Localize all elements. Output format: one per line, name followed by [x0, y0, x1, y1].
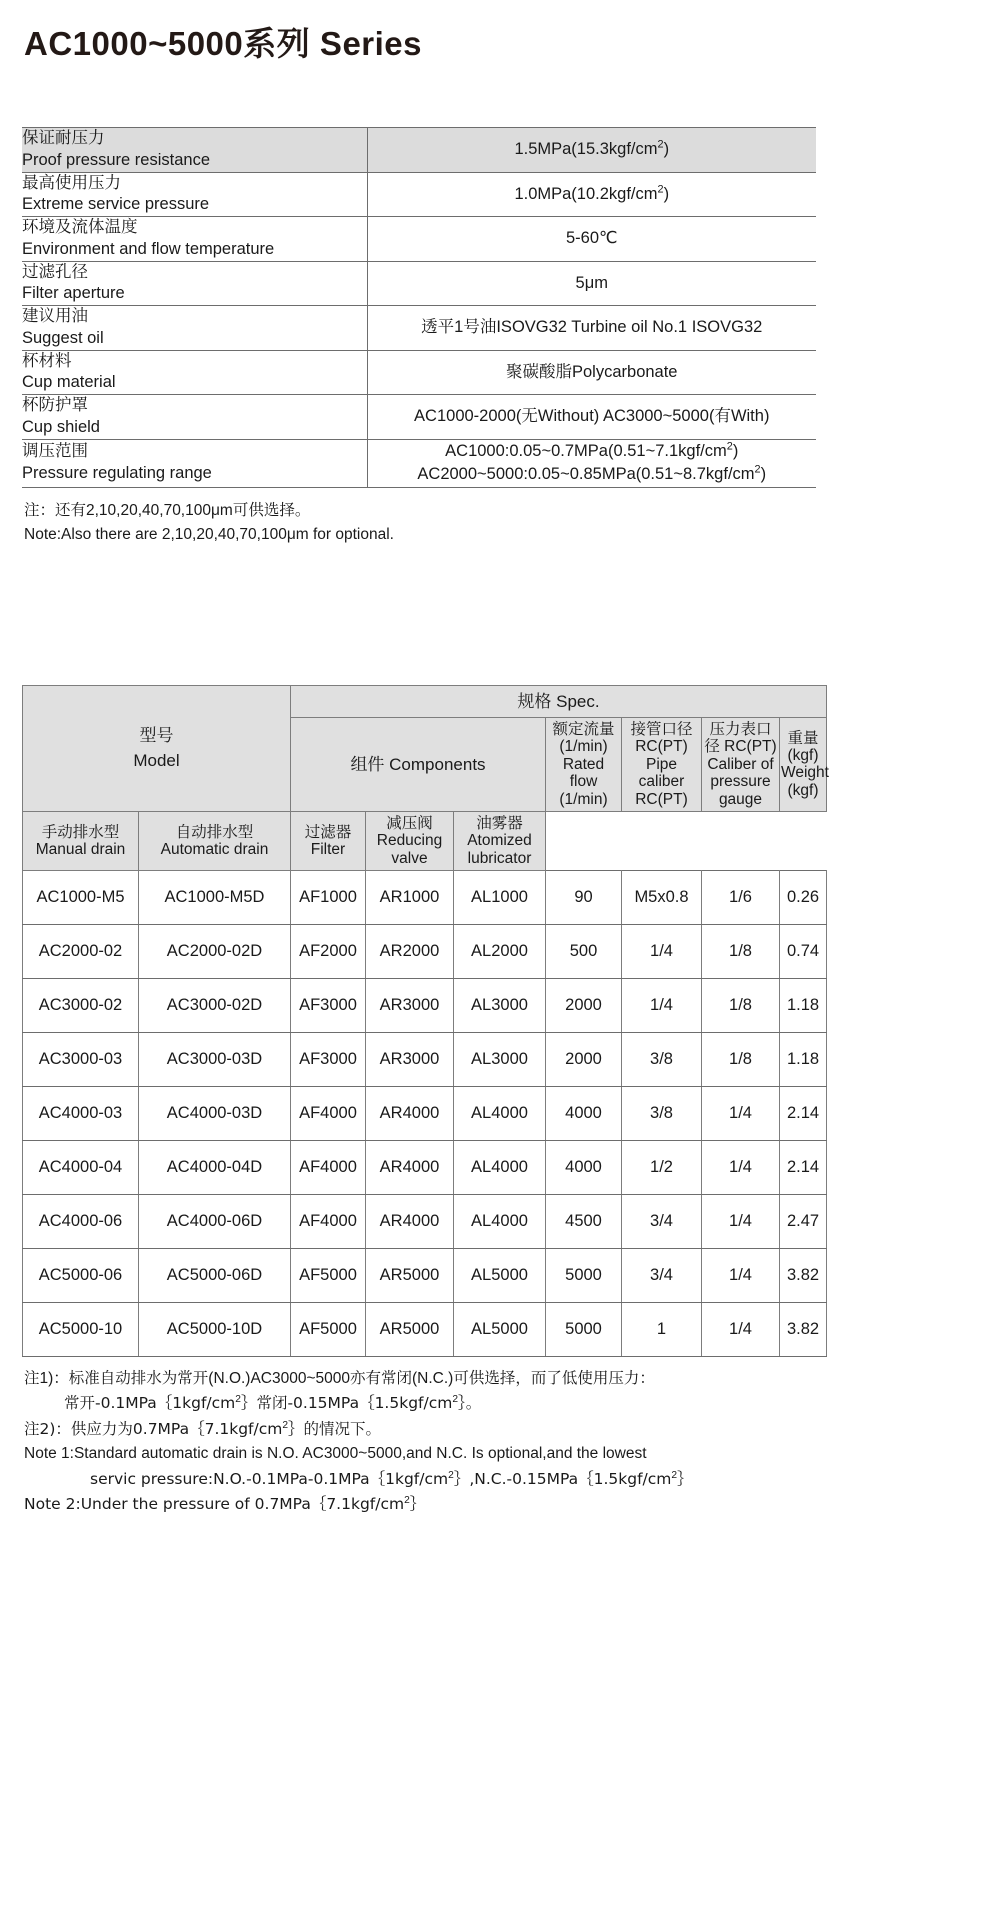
- header-auto-cn: 自动排水型: [175, 823, 254, 841]
- cell-flow: 90: [546, 870, 622, 924]
- model-header-row-1: [23, 685, 827, 718]
- cell-lubricator: AL4000: [454, 1086, 546, 1140]
- header-pipe-caliber: [622, 718, 702, 812]
- cell-gauge: 1/4: [702, 1302, 780, 1356]
- cell-flow: 5000: [546, 1248, 622, 1302]
- note-cn-1-line-2: [24, 1391, 982, 1416]
- cell-lubricator: AL2000: [454, 924, 546, 978]
- spec-row-suggest-oil: [22, 306, 816, 351]
- note-cn1-sup-1: 2: [235, 1394, 241, 1406]
- header-gauge-en: Caliber of pressure gauge: [707, 755, 774, 808]
- spec-label-cup-shield: [22, 395, 367, 440]
- note-en2-post: ｝: [409, 1495, 426, 1514]
- page-title: AC1000~5000系列 Series: [24, 25, 423, 62]
- cell-pipe: M5x0.8: [622, 870, 702, 924]
- spec-value-suggest-oil: 透平1号油ISOVG32 Turbine oil No.1 ISOVG32: [367, 306, 816, 351]
- spec-label-en: Cup shield: [22, 417, 100, 436]
- spec-table-body: [22, 128, 816, 488]
- header-filter-en: Filter: [310, 840, 346, 858]
- model-table-section: [14, 685, 986, 1518]
- cell-pipe: 1/2: [622, 1140, 702, 1194]
- pressure-line2-superscript: 2: [754, 463, 761, 476]
- spec-value-temperature: 5-60℃: [367, 217, 816, 262]
- header-rated-flow: [546, 718, 622, 812]
- cell-filter: AF4000: [291, 1194, 366, 1248]
- header-flow-en: Rated flow: [562, 755, 605, 791]
- spec-value-superscript: 2: [657, 138, 664, 151]
- pressure-line1-suffix: ): [732, 441, 739, 460]
- cell-pipe: 3/8: [622, 1032, 702, 1086]
- header-lubricator-en: Atomized lubricator: [467, 832, 532, 867]
- cell-filter: AF1000: [291, 870, 366, 924]
- cell-reducing: AR3000: [366, 1032, 454, 1086]
- table-row: [23, 1086, 827, 1140]
- spec-row-extreme-pressure: [22, 172, 816, 217]
- cell-reducing: AR3000: [366, 978, 454, 1032]
- spec-row-proof-pressure: [22, 128, 816, 173]
- cell-filter: AF5000: [291, 1248, 366, 1302]
- spec-label-cn: 建议用油: [22, 307, 88, 326]
- spec-label-cn: 保证耐压力: [22, 129, 105, 147]
- note-en1-sup-1: 2: [448, 1469, 454, 1481]
- header-flow-cn: 额定流量: [552, 721, 615, 739]
- header-filter-cn: 过滤器: [304, 823, 352, 841]
- header-weight-unit-2: (kgf): [787, 781, 819, 799]
- spec-value-proof-pressure: [367, 128, 816, 173]
- cell-filter: AF2000: [291, 924, 366, 978]
- header-flow-unit-1: (1/min): [559, 738, 608, 756]
- note-en-1-line-2: [24, 1467, 982, 1492]
- header-gauge-caliber: [702, 718, 780, 812]
- cell-reducing: AR2000: [366, 924, 454, 978]
- spec-label-cn: 杯材料: [22, 351, 72, 370]
- spec-label-en: Extreme service pressure: [22, 195, 210, 214]
- spec-label-en: Suggest oil: [22, 328, 104, 347]
- header-automatic-drain: [139, 811, 291, 870]
- cell-weight: 1.18: [780, 1032, 827, 1086]
- header-reducing-cn: 减压阀: [386, 814, 433, 832]
- cell-pipe: 3/4: [622, 1194, 702, 1248]
- cell-auto: AC5000-06D: [139, 1248, 291, 1302]
- note-cn2-sup: 2: [282, 1419, 289, 1431]
- cell-weight: 3.82: [780, 1302, 827, 1356]
- cell-reducing: AR1000: [366, 870, 454, 924]
- cell-flow: 5000: [546, 1302, 622, 1356]
- spec-row-cup-shield: [22, 395, 816, 440]
- filter-note-cn: 注：还有2,10,20,40,70,100μm可供选择。: [24, 501, 311, 519]
- cell-reducing: AR4000: [366, 1086, 454, 1140]
- pressure-line1-text: AC1000:0.05~0.7MPa(0.51~7.1kgf/cm: [445, 441, 727, 460]
- spec-row-temperature: [22, 217, 816, 262]
- cell-lubricator: AL5000: [454, 1248, 546, 1302]
- note-cn-2: [24, 1417, 982, 1442]
- spec-table: [22, 127, 816, 488]
- cell-gauge: 1/6: [702, 870, 780, 924]
- header-manual-cn: 手动排水型: [41, 823, 120, 841]
- header-weight: [780, 718, 827, 812]
- model-table-header: [23, 685, 827, 870]
- spec-table-section: [14, 127, 986, 547]
- header-model-cn: 型号: [139, 725, 174, 745]
- cell-reducing: AR5000: [366, 1248, 454, 1302]
- header-model-en: Model: [133, 751, 180, 771]
- cell-gauge: 1/4: [702, 1140, 780, 1194]
- cell-filter: AF4000: [291, 1086, 366, 1140]
- header-pipe-rc-1: RC(PT): [635, 738, 688, 756]
- cell-filter: AF3000: [291, 1032, 366, 1086]
- spec-label-pressure-range: [22, 439, 367, 487]
- cell-auto: AC3000-03D: [139, 1032, 291, 1086]
- header-flow-unit-2: (1/min): [559, 790, 608, 808]
- header-auto-en: Automatic drain: [160, 840, 269, 858]
- spec-value-cup-shield: AC1000-2000(无Without) AC3000~5000(有With): [367, 395, 816, 440]
- spec-value-extreme-pressure: [367, 172, 816, 217]
- note-cn-1-line-1: 注1)：标准自动排水为常开(N.O.)AC3000~5000亦有常闭(N.C.)可供选择，而了低使用压力：: [24, 1369, 655, 1387]
- header-pipe-en: Pipe caliber: [638, 755, 685, 791]
- cell-manual: AC4000-04: [23, 1140, 139, 1194]
- cell-lubricator: AL4000: [454, 1194, 546, 1248]
- pressure-line2-text: AC2000~5000:0.05~0.85MPa(0.51~8.7kgf/cm: [417, 465, 755, 484]
- cell-auto: AC3000-02D: [139, 978, 291, 1032]
- cell-lubricator: AL3000: [454, 978, 546, 1032]
- cell-weight: 2.14: [780, 1086, 827, 1140]
- spec-label-en: Cup material: [22, 373, 116, 392]
- header-gauge-cn: 压力表口径: [704, 721, 772, 756]
- cell-manual: AC4000-03: [23, 1086, 139, 1140]
- note-cn1-mid: ｝常闭-0.15MPa｛1.5kgf/cm: [240, 1394, 453, 1413]
- spec-label-en: Filter aperture: [22, 284, 125, 303]
- note-en2-pre: Note 2:Under the pressure of 0.7MPa｛7.1kgf/cm: [24, 1495, 405, 1514]
- spec-value-text: 1.0MPa(10.2kgf/cm: [514, 184, 658, 203]
- header-reducing-en: Reducing valve: [376, 832, 443, 867]
- model-table: [22, 685, 827, 1357]
- header-model: [23, 685, 291, 811]
- note-cn1-pre: 常开-0.1MPa｛1kgf/cm: [64, 1394, 236, 1413]
- note-cn1-post: ｝。: [458, 1394, 482, 1413]
- table-row: [23, 1194, 827, 1248]
- spec-label-cn: 环境及流体温度: [22, 218, 138, 237]
- cell-weight: 2.47: [780, 1194, 827, 1248]
- pressure-line1-superscript: 2: [726, 440, 733, 453]
- cell-flow: 500: [546, 924, 622, 978]
- cell-filter: AF5000: [291, 1302, 366, 1356]
- pressure-range-line-1: [368, 440, 817, 463]
- header-spec: 规格 Spec.: [291, 685, 827, 718]
- cell-flow: 4000: [546, 1086, 622, 1140]
- cell-pipe: 3/4: [622, 1248, 702, 1302]
- cell-weight: 1.18: [780, 978, 827, 1032]
- pressure-range-line-2: [368, 463, 817, 486]
- spec-label-cn: 最高使用压力: [22, 173, 121, 192]
- spec-label-en: Proof pressure resistance: [22, 150, 211, 169]
- spec-label-cn: 过滤孔径: [22, 262, 88, 281]
- spec-label-cup-material: [22, 350, 367, 395]
- cell-auto: AC1000-M5D: [139, 870, 291, 924]
- header-weight-cn: 重量: [787, 729, 819, 747]
- header-components: 组件 Components: [291, 718, 546, 812]
- spec-value-suffix: ): [663, 140, 670, 159]
- spec-label-proof-pressure: [22, 128, 367, 173]
- header-manual-en: Manual drain: [35, 840, 126, 858]
- header-weight-unit-1: (kgf): [787, 747, 819, 765]
- header-pipe-rc-2: RC(PT): [635, 790, 688, 808]
- cell-reducing: AR5000: [366, 1302, 454, 1356]
- cell-manual: AC3000-03: [23, 1032, 139, 1086]
- filter-note-en: Note:Also there are 2,10,20,40,70,100μm for optional.: [24, 525, 394, 543]
- cell-gauge: 1/8: [702, 978, 780, 1032]
- note-en2-sup: 2: [404, 1495, 410, 1507]
- spec-label-cn: 调压范围: [22, 442, 88, 461]
- header-lubricator-cn: 油雾器: [476, 814, 523, 832]
- cell-pipe: 3/8: [622, 1086, 702, 1140]
- note-en1-post: ｝: [677, 1469, 693, 1488]
- header-pipe-cn: 接管口径: [630, 721, 693, 739]
- cell-filter: AF3000: [291, 978, 366, 1032]
- cell-pipe: 1: [622, 1302, 702, 1356]
- note-en-2: [24, 1492, 982, 1517]
- spec-row-pressure-range: [22, 439, 816, 487]
- note-en1-sup-2: 2: [671, 1469, 678, 1481]
- spec-label-en: Pressure regulating range: [22, 464, 212, 483]
- spec-value-suffix: ): [663, 184, 670, 203]
- cell-gauge: 1/4: [702, 1086, 780, 1140]
- cell-weight: 0.74: [780, 924, 827, 978]
- note-cn2-post: ｝的情况下。: [288, 1419, 382, 1438]
- cell-auto: AC4000-03D: [139, 1086, 291, 1140]
- spec-value-cup-material: 聚碳酸脂Polycarbonate: [367, 350, 816, 395]
- cell-manual: AC4000-06: [23, 1194, 139, 1248]
- cell-weight: 2.14: [780, 1140, 827, 1194]
- spec-label-extreme-pressure: [22, 172, 367, 217]
- cell-auto: AC4000-06D: [139, 1194, 291, 1248]
- cell-manual: AC2000-02: [23, 924, 139, 978]
- spec-value-filter-aperture: 5μm: [367, 261, 816, 306]
- spec-label-suggest-oil: [22, 306, 367, 351]
- cell-pipe: 1/4: [622, 978, 702, 1032]
- cell-pipe: 1/4: [622, 924, 702, 978]
- table-row: [23, 870, 827, 924]
- cell-filter: AF4000: [291, 1140, 366, 1194]
- cell-gauge: 1/4: [702, 1248, 780, 1302]
- header-filter: [291, 811, 366, 870]
- table-row: [23, 1140, 827, 1194]
- header-weight-en: Weight: [781, 764, 829, 782]
- cell-lubricator: AL5000: [454, 1302, 546, 1356]
- table-row: [23, 978, 827, 1032]
- cell-gauge: 1/8: [702, 924, 780, 978]
- table-row: [23, 924, 827, 978]
- bottom-notes-block: [24, 1367, 982, 1518]
- pressure-line2-suffix: ): [760, 465, 767, 484]
- cell-reducing: AR4000: [366, 1140, 454, 1194]
- header-lubricator: [454, 811, 546, 870]
- cell-manual: AC5000-06: [23, 1248, 139, 1302]
- spec-value-text: 1.5MPa(15.3kgf/cm: [514, 140, 658, 159]
- cell-auto: AC5000-10D: [139, 1302, 291, 1356]
- cell-lubricator: AL1000: [454, 870, 546, 924]
- note-cn2-pre: 注2)：供应力为0.7MPa｛7.1kgf/cm: [24, 1419, 283, 1438]
- spec-row-cup-material: [22, 350, 816, 395]
- cell-reducing: AR4000: [366, 1194, 454, 1248]
- note-cn1-sup-2: 2: [452, 1394, 459, 1406]
- note-en1-mid: ｝,N.C.-0.15MPa｛1.5kgf/cm: [453, 1469, 672, 1488]
- cell-lubricator: AL4000: [454, 1140, 546, 1194]
- cell-flow: 2000: [546, 978, 622, 1032]
- table-row: [23, 1302, 827, 1356]
- header-manual-drain: [23, 811, 139, 870]
- cell-manual: AC3000-02: [23, 978, 139, 1032]
- cell-lubricator: AL3000: [454, 1032, 546, 1086]
- cell-manual: AC1000-M5: [23, 870, 139, 924]
- spec-value-superscript: 2: [657, 183, 664, 196]
- cell-manual: AC5000-10: [23, 1302, 139, 1356]
- spec-label-en: Environment and flow temperature: [22, 239, 275, 258]
- cell-flow: 2000: [546, 1032, 622, 1086]
- filter-note-block: [24, 499, 982, 547]
- table-row: [23, 1032, 827, 1086]
- cell-gauge: 1/4: [702, 1194, 780, 1248]
- spec-value-pressure-range: [367, 439, 816, 487]
- note-en1-pre: servic pressure:N.O.-0.1MPa-0.1MPa｛1kgf/cm: [90, 1469, 449, 1488]
- cell-auto: AC2000-02D: [139, 924, 291, 978]
- header-reducing-valve: [366, 811, 454, 870]
- cell-gauge: 1/8: [702, 1032, 780, 1086]
- spec-row-filter-aperture: [22, 261, 816, 306]
- table-row: [23, 1248, 827, 1302]
- spec-label-cn: 杯防护罩: [22, 396, 88, 415]
- spec-label-temperature: [22, 217, 367, 262]
- spec-label-filter-aperture: [22, 261, 367, 306]
- cell-auto: AC4000-04D: [139, 1140, 291, 1194]
- header-gauge-rc: RC(PT): [724, 738, 777, 756]
- model-header-row-4: [23, 811, 827, 870]
- note-en-1-line-1: Note 1:Standard automatic drain is N.O. AC3000~5000,and N.C. Is optional,and the lowest: [24, 1445, 647, 1463]
- cell-flow: 4000: [546, 1140, 622, 1194]
- model-table-body: [23, 870, 827, 1356]
- cell-weight: 0.26: [780, 870, 827, 924]
- cell-weight: 3.82: [780, 1248, 827, 1302]
- cell-flow: 4500: [546, 1194, 622, 1248]
